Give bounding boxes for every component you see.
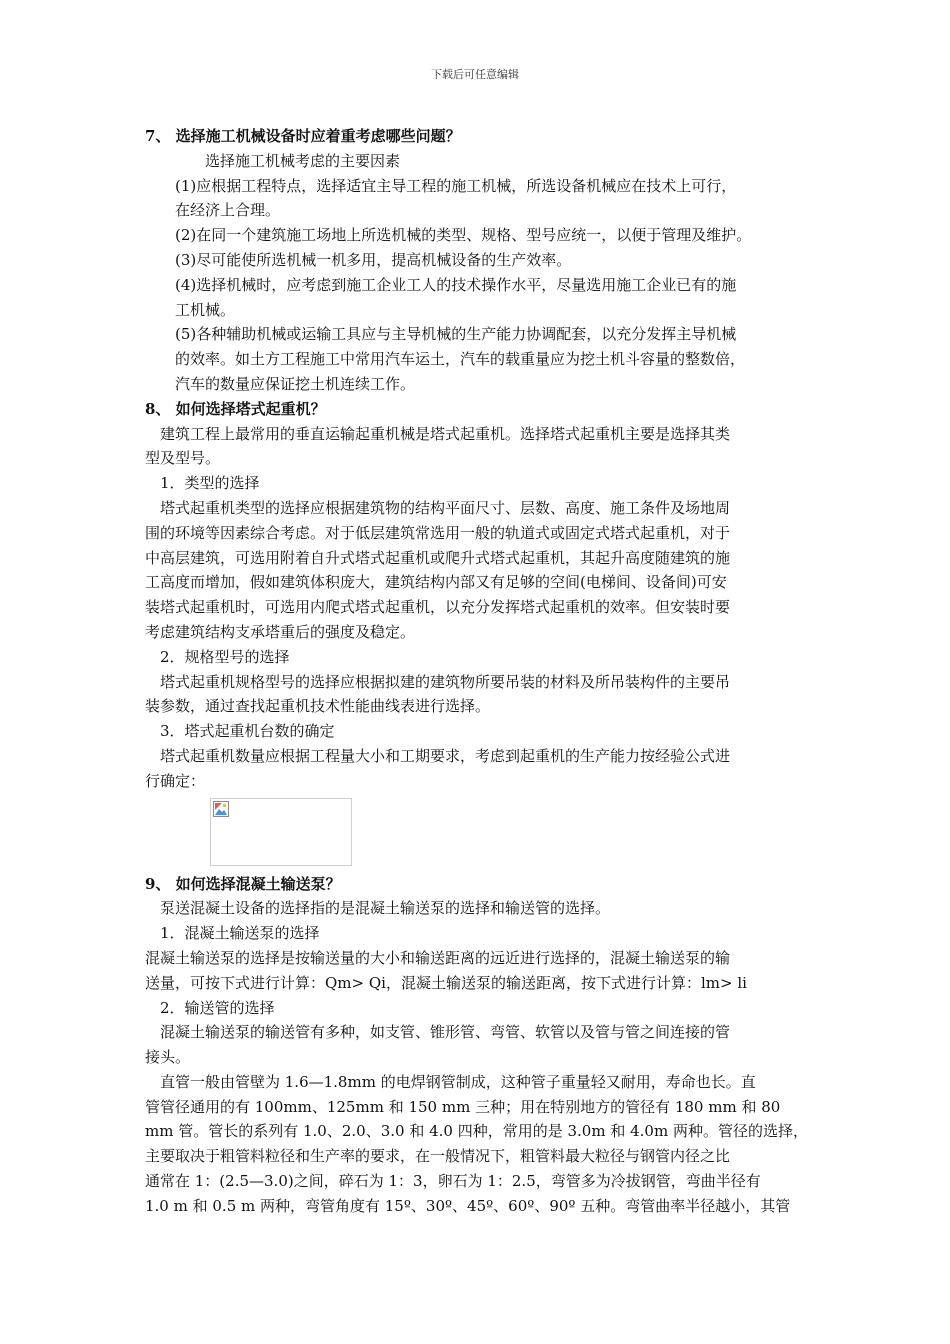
section-8-para-1: 塔式起重机类型的选择应根据建筑物的结构平面尺寸、层数、高度、施工条件及场地周: [160, 498, 731, 517]
section-9-para-3: 直管一般由管壁为 1.6—1.8mm 的电焊钢管制成，这种管子重量轻又耐用，寿命也长。直: [160, 1072, 756, 1091]
section-9-para-2: 混凝土输送泵的输送管有多种，如支管、锥形管、弯管、软管以及管与管之间连接的管: [160, 1023, 731, 1042]
section-8-para-2: 塔式起重机规格型号的选择应根据拟建的建筑物所要吊装的材料及所吊装构件的主要吊: [160, 672, 731, 691]
section-8-intro: 建筑工程上最常用的垂直运输起重机械是塔式起重机。选择塔式起重机主要是选择其类: [160, 424, 731, 443]
section-9-item-1: 1．混凝土输送泵的选择: [160, 924, 320, 943]
section-9-para-1: 送量，可按下式进行计算：Qm> Qi，混凝土输送泵的输送距离，按下式进行计算：lm> li: [145, 973, 747, 992]
section-7-line: (3)尽可能使所选机械一机多用，提高机械设备的生产效率。: [175, 250, 572, 269]
section-8-para-1: 装塔式起重机时，可选用内爬式塔式起重机，以充分发挥塔式起重机的效率。但安装时要: [145, 598, 731, 617]
section-9-para-3: 主要取决于粗管料粒径和生产率的要求，在一般情况下，粗管料最大粒径与钢管内径之比: [145, 1147, 731, 1166]
section-7-line: (4)选择机械时，应考虑到施工企业工人的技术操作水平，尽量选用施工企业已有的施: [175, 275, 737, 294]
formula-image-placeholder: [210, 798, 352, 866]
section-9-para-3: 管管径通用的有 100mm、125mm 和 150 mm 三种；用在特别地方的管径有 180 mm 和 80: [145, 1097, 781, 1116]
section-8-para-1: 围的环境等因素综合考虑。对于低层建筑常选用一般的轨道式或固定式塔式起重机，对于: [145, 523, 731, 542]
document-body: [145, 124, 815, 1219]
section-7-line: (2)在同一个建筑施工场地上所选机械的类型、规格、型号应统一，以便于管理及维护。: [175, 226, 752, 245]
section-7-line: 工机械。: [175, 300, 236, 319]
section-7-line: 在经济上合理。: [175, 201, 281, 220]
section-8-para-1: 中高层建筑，可选用附着自升式塔式起重机或爬升式塔式起重机，其起升高度随建筑的施: [145, 548, 731, 567]
section-7-line: 汽车的数量应保证挖土机连续工作。: [175, 374, 416, 393]
section-8-para-1: 考虑建筑结构支承塔重后的强度及稳定。: [145, 622, 416, 641]
section-9-para-3: 通常在 1：(2.5—3.0)之间，碎石为 1：3，卵石为 1：2.5，弯管多为冷拔钢管，弯曲半径有: [145, 1172, 761, 1191]
section-8-item-3: 3．塔式起重机台数的确定: [160, 722, 335, 741]
section-9-heading: 9、 如何选择混凝土输送泵？: [145, 874, 341, 893]
broken-image-icon: [213, 801, 229, 817]
section-9-item-2: 2．输送管的选择: [160, 998, 275, 1017]
section-7-subtitle: 选择施工机械考虑的主要因素: [205, 151, 401, 170]
section-9-para-2: 接头。: [145, 1048, 191, 1067]
section-7-line: (1)应根据工程特点，选择适宜主导工程的施工机械，所选设备机械应在技术上可行，: [175, 176, 737, 195]
section-9-para-1: 混凝土输送泵的选择是按输送量的大小和输送距离的远近进行选择的，混凝土输送泵的输: [145, 948, 731, 967]
section-8-para-1: 工高度而增加，假如建筑体积庞大，建筑结构内部又有足够的空间(电梯间、设备间)可安: [145, 573, 727, 592]
section-8-item-1: 1．类型的选择: [160, 474, 260, 493]
section-8-para-3: 行确定：: [145, 771, 206, 790]
page-header: 下载后可任意编辑: [431, 68, 519, 81]
section-8-heading: 8、 如何选择塔式起重机？: [145, 399, 326, 418]
section-8-para-3: 塔式起重机数量应根据工程量大小和工期要求，考虑到起重机的生产能力按经验公式进: [160, 746, 731, 765]
section-7-line: (5)各种辅助机械或运输工具应与主导机械的生产能力协调配套，以充分发挥主导机械: [175, 325, 737, 344]
section-9-intro: 泵送混凝土设备的选择指的是混凝土输送泵的选择和输送管的选择。: [160, 899, 611, 918]
section-8-intro: 型及型号。: [145, 449, 221, 468]
section-9-para-3: mm 管。管长的系列有 1.0、2.0、3.0 和 4.0 四种，常用的是 3.0m 和 4.0m 两种。管径的选择，: [145, 1122, 808, 1141]
section-8-item-2: 2．规格型号的选择: [160, 647, 290, 666]
section-7-heading: 7、 选择施工机械设备时应着重考虑哪些问题？: [145, 127, 461, 145]
section-8-para-2: 装参数，通过查找起重机技术性能曲线表进行选择。: [145, 697, 491, 716]
section-9-para-3: 1.0 m 和 0.5 m 两种，弯管角度有 15º、30º、45º、60º、90º 五种。弯管曲率半径越小，其管: [145, 1196, 791, 1215]
section-7-line: 的效率。如土方工程施工中常用汽车运土，汽车的载重量应为挖土机斗容量的整数倍，: [175, 350, 746, 369]
